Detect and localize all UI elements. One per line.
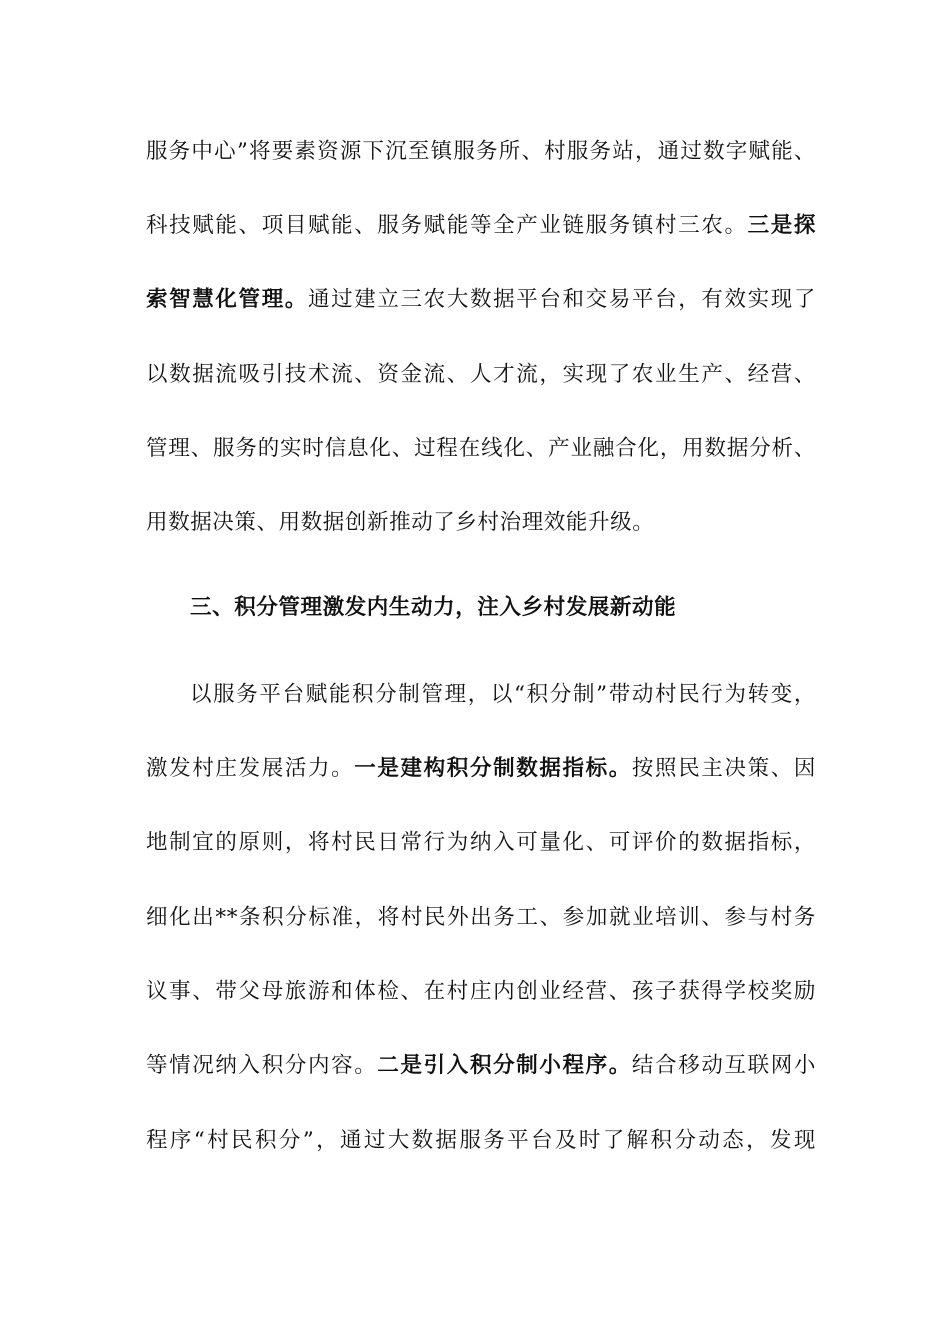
text-run: 用数据决策、用数据创新推动了乡村治理效能升级。 bbox=[146, 510, 655, 535]
paragraph-line bbox=[146, 137, 816, 167]
text-run: 议事、带父母旅游和体检、在村庄内创业经营、孩子获得学校奖励 bbox=[146, 979, 816, 1004]
text-run: 服务中心”将要素资源下沉至镇服务所、村服务站，通过数字赋能、 bbox=[146, 139, 816, 164]
paragraph-line bbox=[146, 360, 816, 390]
paragraph-line bbox=[190, 680, 816, 710]
bold-text-run: 一是建构积分制数据指标。 bbox=[354, 756, 632, 781]
paragraph-line bbox=[146, 285, 816, 315]
text-run: 管理、服务的实时信息化、过程在线化、产业融合化，用数据分析、 bbox=[146, 436, 816, 461]
text-run: 以数据流吸引技术流、资金流、人才流，实现了农业生产、经营、 bbox=[146, 362, 816, 387]
paragraph-line bbox=[146, 977, 816, 1007]
paragraph-line bbox=[146, 508, 816, 538]
text-run: 按照民主决策、因 bbox=[631, 756, 816, 781]
text-run: 程序“村民积分”，通过大数据服务平台及时了解积分动态，发现 bbox=[146, 1128, 816, 1153]
text-run: 细化出**条积分标准，将村民外出务工、参加就业培训、参与村务 bbox=[146, 905, 816, 930]
text-run: 通过建立三农大数据平台和交易平台，有效实现了 bbox=[307, 287, 817, 312]
paragraph-line bbox=[146, 1051, 816, 1081]
paragraph-line bbox=[146, 754, 816, 784]
paragraph-line bbox=[146, 828, 816, 858]
bold-text-run: 三是探 bbox=[747, 213, 816, 238]
section-heading: 三、积分管理激发内生动力，注入乡村发展新动能 bbox=[190, 595, 677, 620]
text-run: 以服务平台赋能积分制管理，以“积分制”带动村民行为转变， bbox=[190, 682, 816, 707]
text-run: 结合移动互联网小 bbox=[631, 1053, 816, 1078]
paragraph-line bbox=[146, 1126, 816, 1156]
bold-text-run: 二是引入积分制小程序。 bbox=[377, 1053, 632, 1078]
text-run: 等情况纳入积分内容。 bbox=[146, 1053, 378, 1078]
text-run: 激发村庄发展活力。 bbox=[146, 756, 355, 781]
text-run: 科技赋能、项目赋能、服务赋能等全产业链服务镇村三农。 bbox=[146, 213, 748, 238]
bold-text-run: 索智慧化管理。 bbox=[146, 287, 308, 312]
text-run: 地制宜的原则，将村民日常行为纳入可量化、可评价的数据指标， bbox=[146, 830, 816, 855]
paragraph-line bbox=[146, 434, 816, 464]
paragraph-line bbox=[146, 903, 816, 933]
paragraph-line bbox=[146, 211, 816, 241]
